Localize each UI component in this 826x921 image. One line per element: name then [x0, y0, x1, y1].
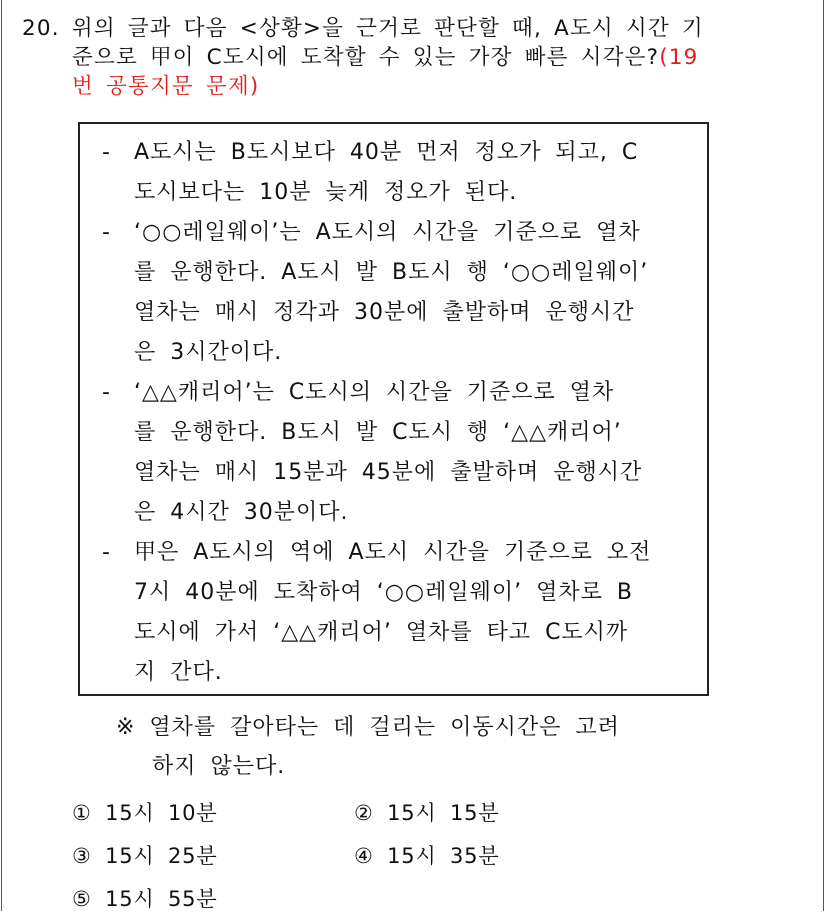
situation-text: ‘○○레일웨이’는 A도시의 시간을 기준으로 열차	[134, 220, 641, 245]
choice-marker: ⑤	[72, 887, 92, 911]
bullet-dash: -	[102, 220, 111, 245]
choice-text: 15시 55분	[105, 887, 218, 911]
situation-text: 은 4시간 30분이다.	[134, 500, 349, 525]
choice-text: 15시 25분	[105, 844, 218, 868]
choice-marker: ④	[354, 844, 374, 868]
situation-line	[102, 453, 692, 493]
situation-list	[102, 133, 692, 693]
question-source-note-cont: 번 공통지문 문제)	[72, 74, 260, 99]
question-text-line-1: 위의 글과 다음 <상황>을 근거로 판단할 때, A도시 시간 기	[71, 16, 704, 41]
situation-line	[102, 573, 692, 613]
situation-text: 지 간다.	[134, 660, 223, 685]
situation-text: 열차는 매시 15분과 45분에 출발하며 운행시간	[134, 460, 643, 485]
situation-line	[102, 613, 692, 653]
answer-choice-3[interactable]	[72, 835, 217, 878]
situation-line	[102, 253, 692, 293]
situation-text: ‘△△캐리어’는 C도시의 시간을 기준으로 열차	[134, 380, 615, 405]
situation-text: 열차는 매시 정각과 30분에 출발하며 운행시간	[134, 300, 635, 325]
situation-line	[102, 213, 692, 253]
situation-text: 를 운행한다. B도시 발 C도시 행 ‘△△캐리어’	[134, 420, 622, 445]
choice-marker: ②	[354, 801, 374, 825]
situation-line	[102, 173, 692, 213]
choice-text: 15시 15분	[387, 801, 500, 825]
situation-text: 甲은 A도시의 역에 A도시 시간을 기준으로 오전	[134, 540, 652, 565]
situation-line	[102, 653, 692, 693]
footnote-line-2: 하지 않는다.	[152, 754, 286, 779]
footnote-line-1: ※ 열차를 갈아타는 데 걸리는 이동시간은 고려	[116, 715, 620, 740]
page-border-left	[1, 0, 2, 911]
footnote	[116, 708, 716, 786]
situation-text: 를 운행한다. A도시 발 B도시 행 ‘○○레일웨이’	[134, 260, 649, 285]
choice-marker: ③	[72, 844, 92, 868]
situation-text: 도시에 가서 ‘△△캐리어’ 열차를 타고 C도시까	[134, 620, 629, 645]
situation-line	[102, 533, 692, 573]
answer-choice-1[interactable]	[72, 792, 217, 835]
question-number: 20.	[22, 16, 60, 41]
situation-line	[102, 333, 692, 373]
choice-text: 15시 10분	[105, 801, 218, 825]
situation-text: 은 3시간이다.	[134, 340, 283, 365]
bullet-dash: -	[102, 140, 111, 165]
question-text-line-2: 준으로 甲이 C도시에 도착할 수 있는 가장 빠른 시각은?	[72, 45, 660, 70]
question-source-note: (19	[659, 45, 699, 70]
situation-line	[102, 373, 692, 413]
situation-text: 7시 40분에 도착하여 ‘○○레일웨이’ 열차로 B	[134, 580, 633, 605]
situation-line	[102, 133, 692, 173]
situation-line	[102, 493, 692, 533]
choice-marker: ①	[72, 801, 92, 825]
bullet-dash: -	[102, 540, 111, 565]
situation-text: 도시보다는 10분 늦게 정오가 된다.	[134, 180, 518, 205]
answer-choice-5[interactable]	[72, 878, 217, 921]
answer-choice-4[interactable]	[354, 835, 499, 878]
choice-text: 15시 35분	[387, 844, 500, 868]
answer-choice-2[interactable]	[354, 792, 499, 835]
situation-line	[102, 413, 692, 453]
page-border-right	[823, 0, 824, 911]
situation-text: A도시는 B도시보다 40분 먼저 정오가 되고, C	[134, 140, 639, 165]
bullet-dash: -	[102, 380, 111, 405]
situation-line	[102, 293, 692, 333]
situation-box	[78, 122, 709, 696]
question-stem	[22, 14, 792, 101]
